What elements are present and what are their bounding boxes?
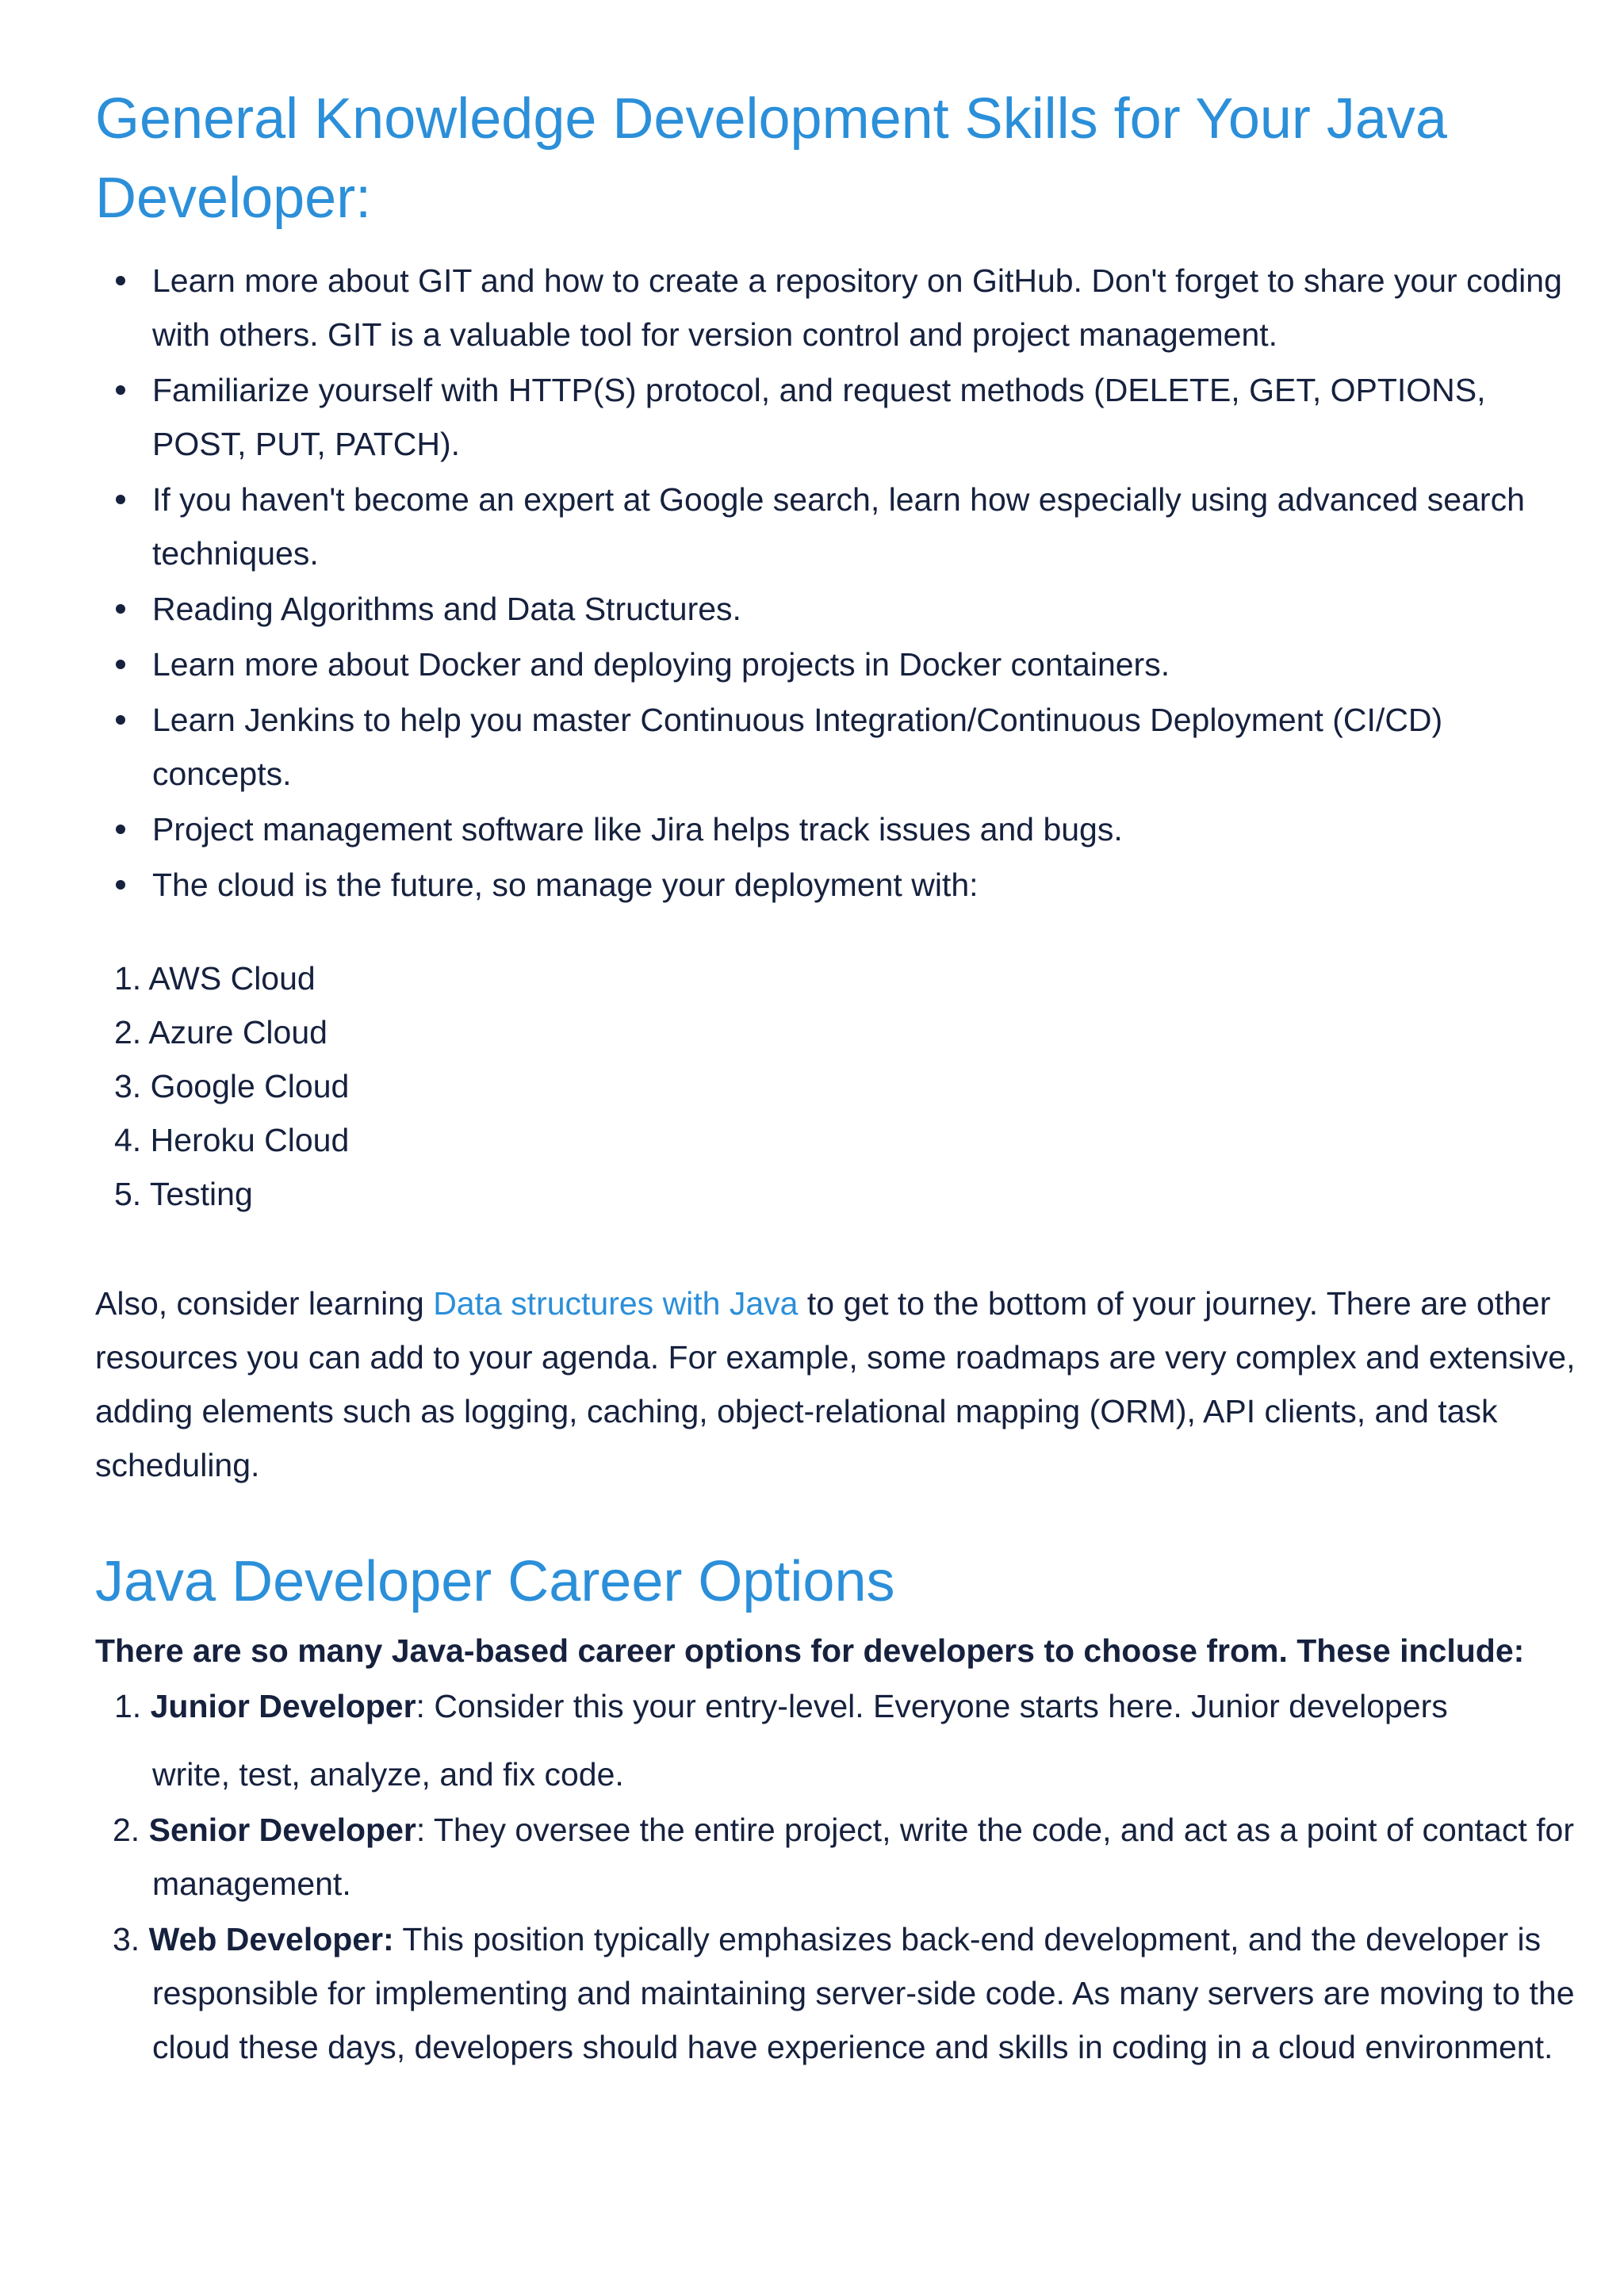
bullet-icon [116,276,125,285]
list-number: 3. [113,1921,140,1957]
list-item: 5. Testing [114,1176,253,1212]
list-item [95,1803,1586,1911]
paragraph-text-end: to get to the bottom of your journey. There are other resources you can add to your agenda. For example, some roadmaps are very complex and extensive, adding elements such as logging, caching, object-relational mapping (ORM), API clients, and task scheduling. [95,1285,1576,1483]
list-item [95,254,1570,362]
list-item-text: Learn Jenkins to help you master Continuous Integration/Continuous Deployment (CI/CD) concepts. [152,702,1443,792]
list-item [95,858,1570,912]
list-number: 1. [114,1688,142,1724]
career-options-list [95,1679,1586,2074]
list-item: 1. AWS Cloud [114,960,316,997]
career-description: This position typically emphasizes back-end development, and the developer is responsible for implementing and maintaining server-side code. As many servers are moving to the cloud these days, developers should have experience and skills in coding in a cloud environment. [152,1921,1575,2065]
career-title: Senior Developer [148,1812,416,1848]
section-heading-general-knowledge: General Knowledge Development Skills for Your Java Developer: [95,87,1447,230]
career-description-continued: write, test, analyze, and fix code. [152,1756,624,1793]
list-item [95,473,1570,580]
list-item: 4. Heroku Cloud [114,1122,350,1158]
list-item [95,637,1570,691]
bullet-icon [116,385,125,395]
list-item [95,693,1570,801]
data-structures-link[interactable]: Data structures with Java [433,1285,799,1322]
list-item-text: Learn more about Docker and deploying projects in Docker containers. [152,646,1170,683]
list-item [95,363,1570,471]
cloud-numbered-list [95,951,349,1221]
list-item [95,1912,1586,2074]
section-heading-career-options: Java Developer Career Options [95,1550,895,1613]
career-description: : They oversee the entire project, write the code, and act as a point of contact for management. [152,1812,1574,1902]
career-title: Junior Developer [150,1688,416,1724]
bullet-icon [116,825,125,834]
list-item: 2. Azure Cloud [114,1014,327,1050]
list-item [95,802,1570,856]
list-item-text: Familiarize yourself with HTTP(S) protocol, and request methods (DELETE, GET, OPTIONS, POST, PUT, PATCH). [152,372,1486,462]
career-title: Web Developer: [148,1921,394,1957]
list-item-text: Project management software like Jira helps track issues and bugs. [152,811,1123,848]
paragraph-text-start: Also, consider learning [95,1285,434,1322]
list-number: 2. [113,1812,140,1848]
list-item: 3. Google Cloud [114,1068,350,1104]
bullet-icon [116,604,125,614]
resources-paragraph [95,1276,1586,1492]
list-item [95,1679,1586,1801]
bullet-icon [116,495,125,504]
list-item-text: Reading Algorithms and Data Structures. [152,591,741,627]
list-item [95,582,1570,636]
skills-bullet-list [95,254,1570,913]
bullet-icon [116,715,125,725]
list-item-text: If you haven't become an expert at Google search, learn how especially using advanced search techniques. [152,481,1525,572]
list-item-text: The cloud is the future, so manage your deployment with: [152,867,979,903]
bullet-icon [116,880,125,890]
bullet-icon [116,660,125,669]
career-intro-text: There are so many Java-based career options for developers to choose from. These include: [95,1632,1525,1669]
list-item-text: Learn more about GIT and how to create a repository on GitHub. Don't forget to share your coding with others. GIT is a valuable tool for version control and project management. [152,262,1562,353]
career-description: : Consider this your entry-level. Everyone starts here. Junior developers [416,1688,1448,1724]
